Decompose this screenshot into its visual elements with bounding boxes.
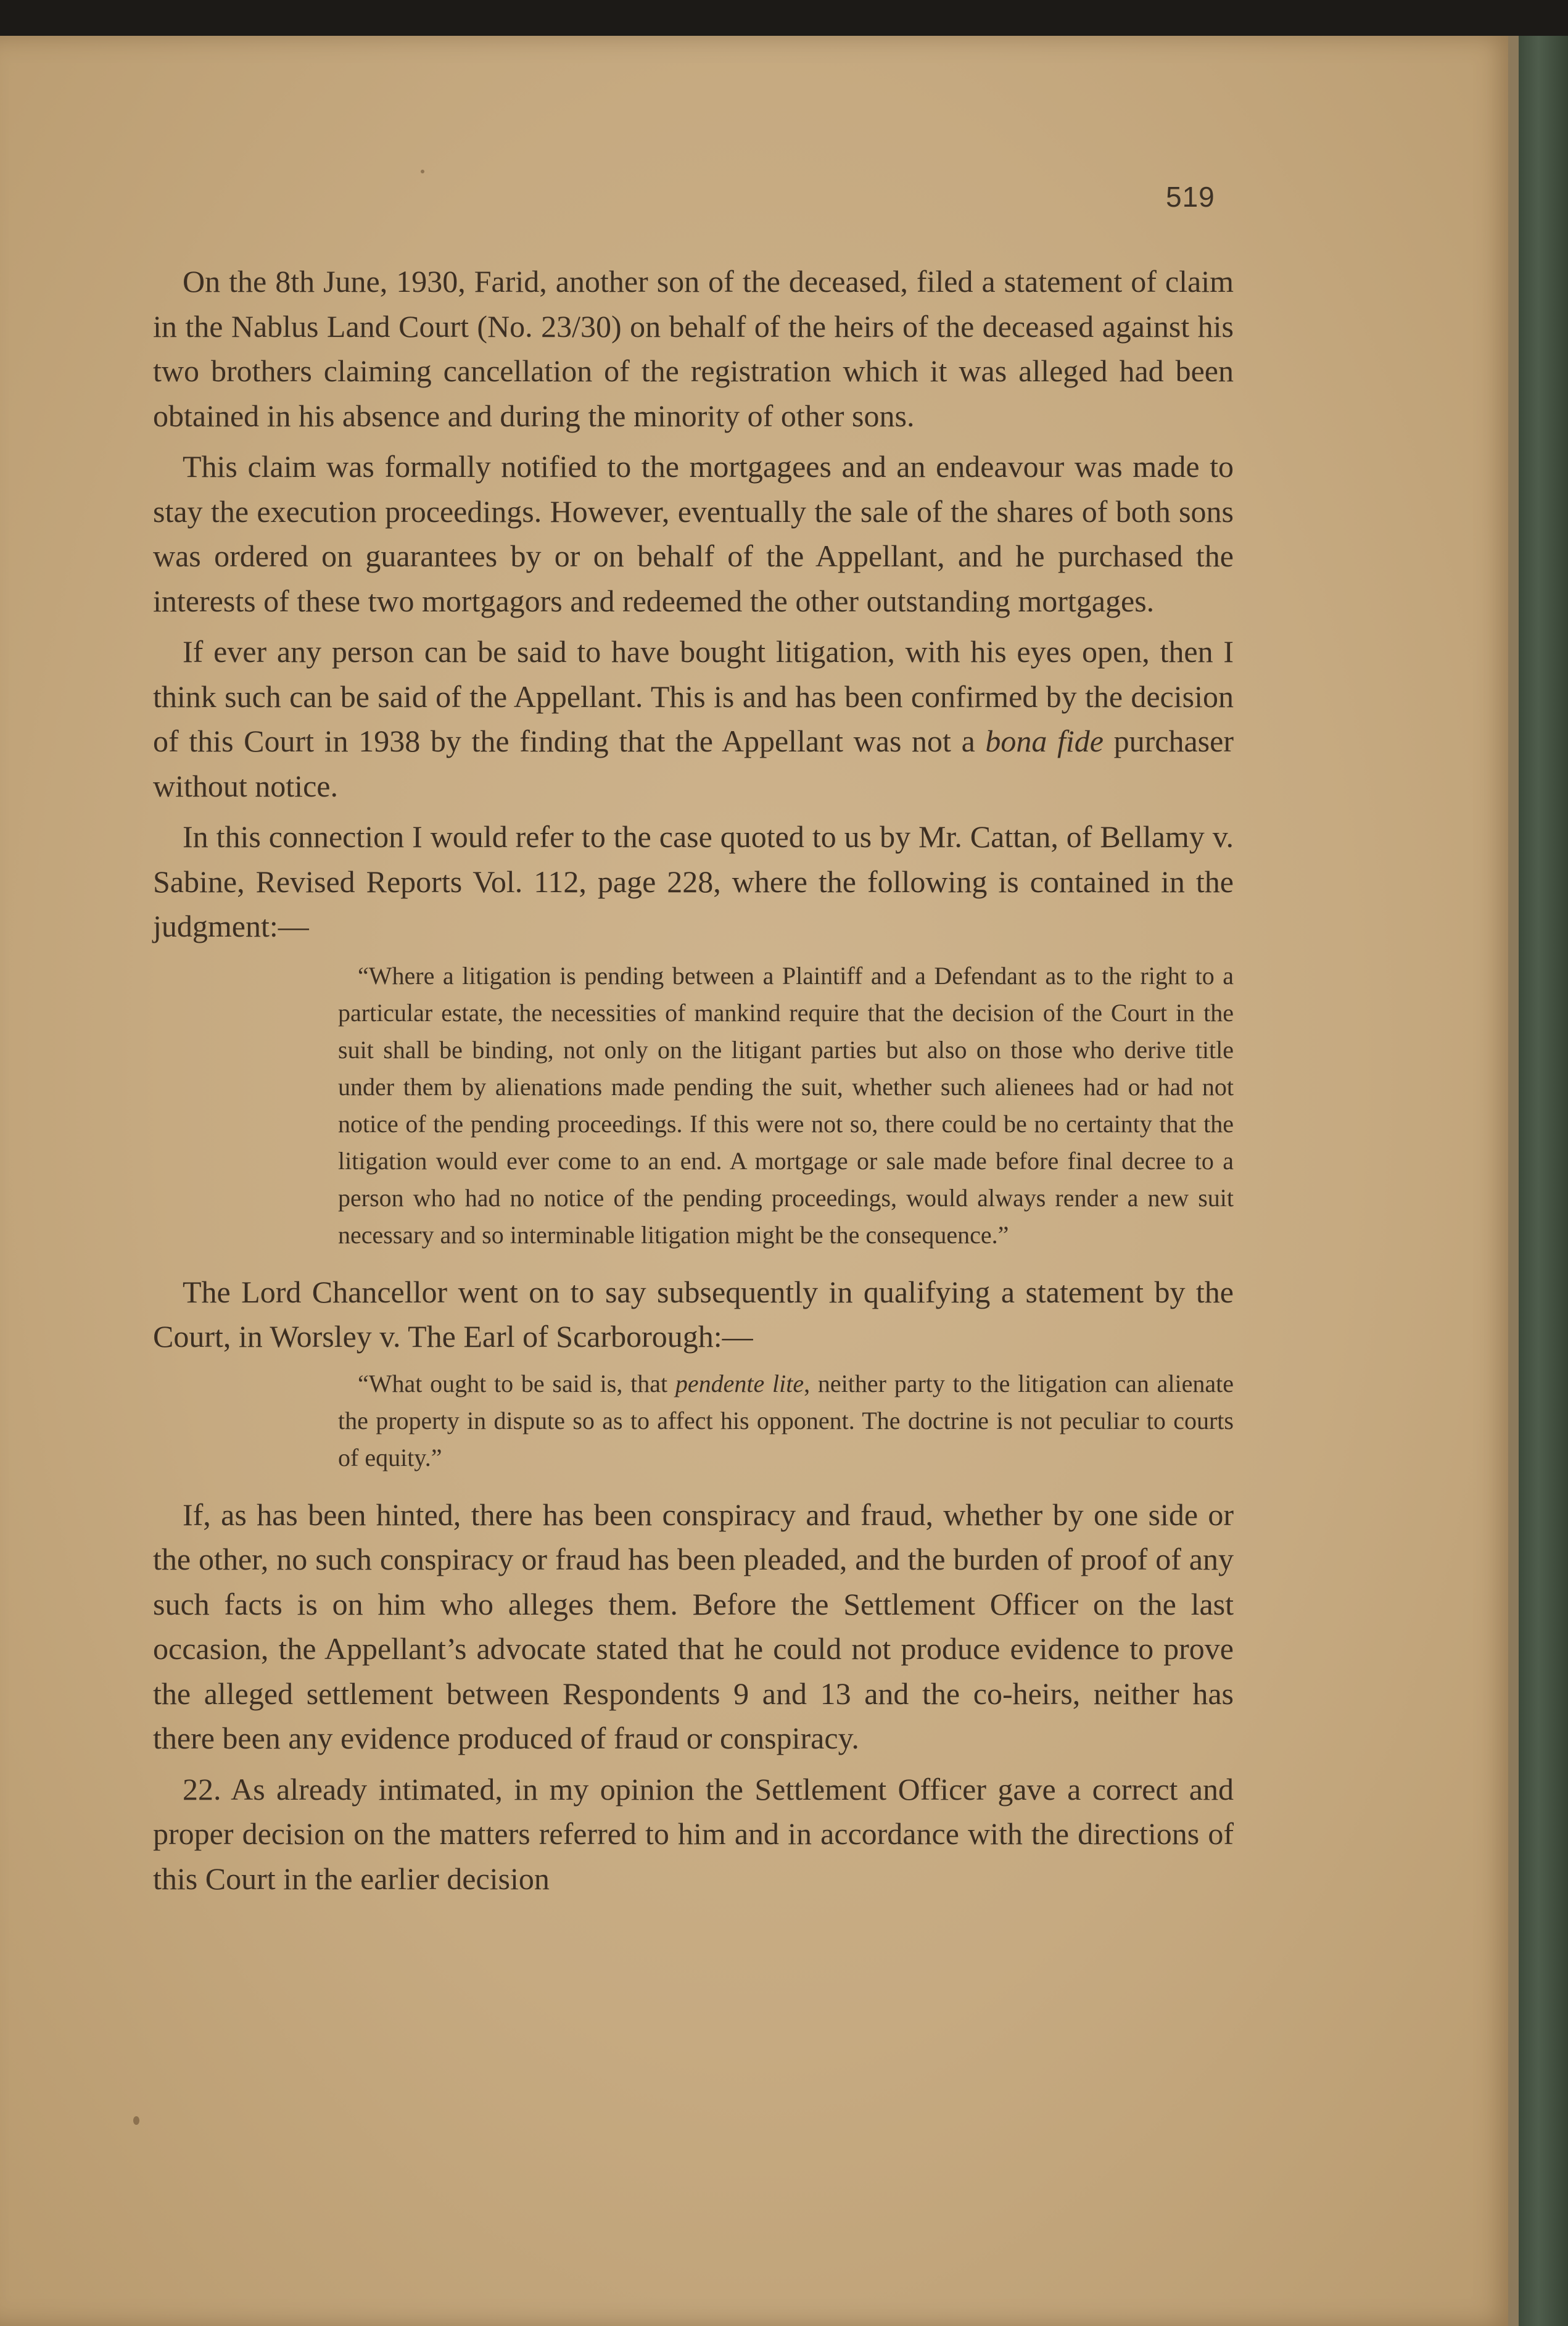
paragraph-lord-chancellor: The Lord Chancellor went on to say subsequently in qualifying a statement by the Court, in Worsley v. The Earl of Scarborough:—	[153, 1274, 1234, 1354]
paragraph-case-reference: In this connection I would refer to the case quoted to us by Mr. Cattan, of Bellamy v. Sabine, Revised Reports Vol. 112, page 228, where the following is contained in the judgment:—	[153, 819, 1234, 943]
book-cover-edge	[1519, 36, 1568, 2326]
page-number: 519	[1166, 181, 1215, 213]
paragraph-text: If ever any person can be said to have bought litigation, with his eyes open, then I think such can be said of the Appellant. This is and has been confirmed by the decision of this Court in 1938 by the finding that the Appellant was not a	[153, 634, 1234, 758]
paragraph-claim-notified: This claim was formally notified to the mortgagees and an endeavour was made to stay the execution proceedings. However, eventually the sale of the shares of both sons was ordered on guarantees by or on behalf of the Appellant, and he purchased the interests of these two mortgagors and redeemed the other outstanding mortgages.	[153, 449, 1234, 618]
quote-text: “What ought to be said is, that	[358, 1369, 675, 1397]
block-quote-bellamy: “Where a litigation is pending between a Plaintiff and a Defendant as to the right to a particular estate, the necessities of mankind require that the decision of the Court in the suit shall be binding, not only on the litigant parties but also on those who derive title under them by alienations made pending the suit, whether such alienees had or had not notice of the pending proceedings. If this were not so, there could be no certainty that the litigation would ever come to an end. A mortgage or sale made before final decree to a person who had no notice of the pending proceedings, would always render a new suit necessary and so interminable litigation might be the consequence.”	[338, 961, 1234, 1249]
paragraph-farid-claim: On the 8th June, 1930, Farid, another son of the deceased, filed a statement of claim in the Nablus Land Court (No. 23/30) on behalf of the heirs of the deceased against his two brothers claiming cancellation of the registration which it was alleged had been obtained in his absence and during the minority of other sons.	[153, 264, 1234, 433]
italic-term: bona fide	[985, 724, 1104, 758]
quote-text: , neither party to the litigation can alienate the property in dispute so as to affect his opponent. The doctrine is not peculiar to courts of equity.”	[338, 1369, 1234, 1471]
block-quote-pendente-lite	[153, 1365, 1234, 1476]
italic-term: pendente lite	[675, 1369, 804, 1397]
page-body	[153, 259, 1234, 1907]
ink-spot	[421, 170, 424, 173]
paragraph-text: purchaser without notice.	[153, 724, 1234, 803]
paragraph-conspiracy-fraud: If, as has been hinted, there has been conspiracy and fraud, whether by one side or the other, no such conspiracy or fraud has been pleaded, and the burden of proof of any such facts is on him who alleges them. Before the Settlement Officer on the last occasion, the Appellant’s advocate stated that he could not produce evidence to prove the alleged settlement between Respondents 9 and 13 and the co-heirs, neither has there been any evidence produced of fraud or conspiracy.	[153, 1497, 1234, 1755]
ink-spot	[133, 2116, 139, 2125]
paragraph-22: 22. As already intimated, in my opinion the Settlement Officer gave a correct and proper decision on the matters referred to him and in accordance with the directions of this Court in the earlier decision	[153, 1771, 1234, 1896]
paragraph-bought-litigation	[153, 629, 1234, 808]
